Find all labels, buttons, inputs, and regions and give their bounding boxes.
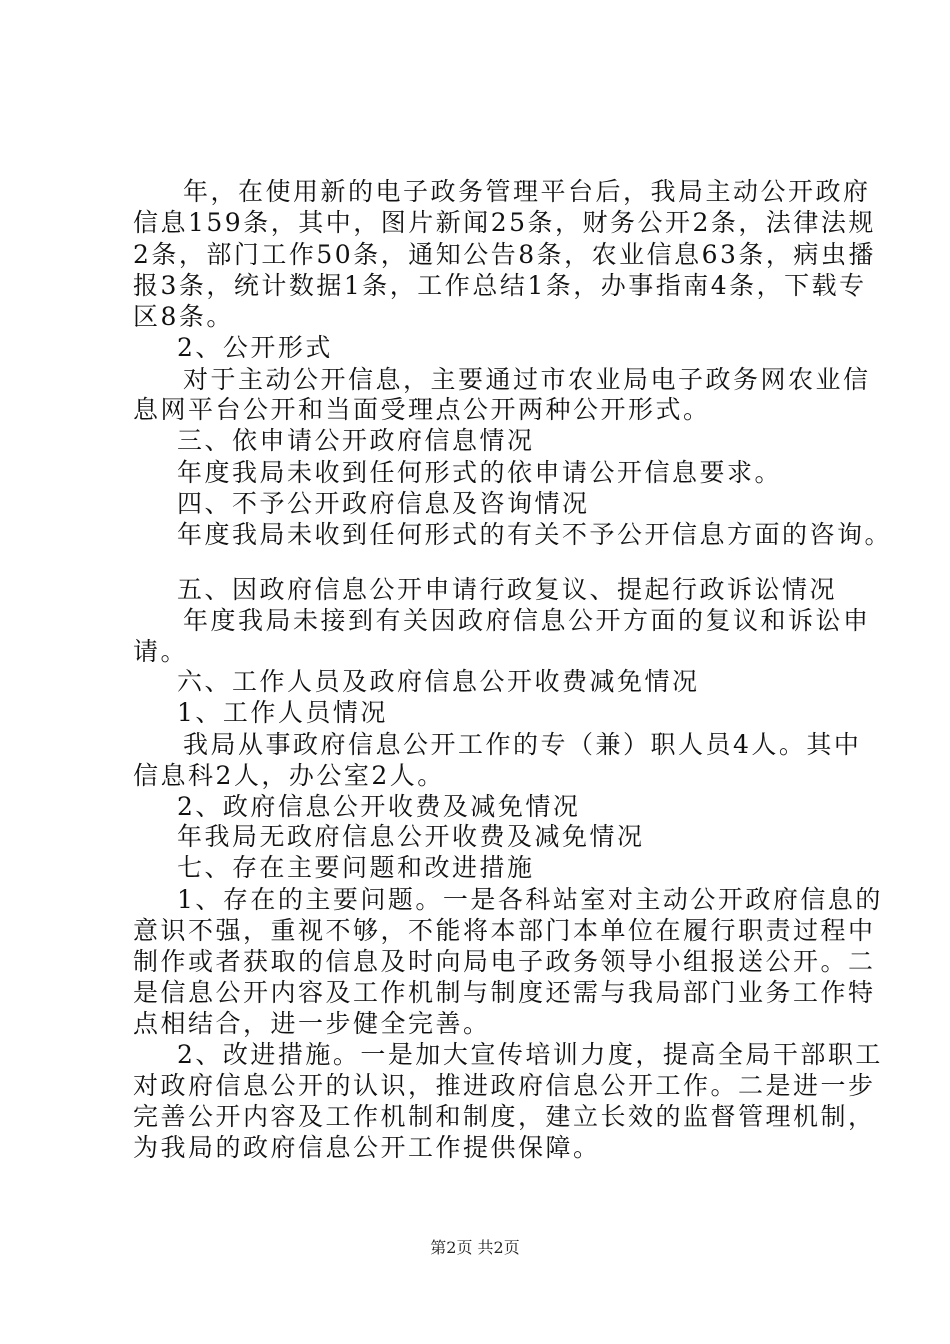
paragraph-line: 年度我局未收到任何形式的有关不予公开信息方面的咨询。 <box>177 520 893 549</box>
paragraph-line: 对政府信息公开的认识，推进政府信息公开工作。二是进一步 <box>133 1071 876 1100</box>
section-heading: 五、因政府信息公开申请行政复议、提起行政诉讼情况 <box>177 575 838 604</box>
section-heading: 2、政府信息公开收费及减免情况 <box>177 792 581 821</box>
paragraph-line: 完善公开内容及工作机制和制度，建立长效的监督管理机制， <box>133 1102 876 1131</box>
paragraph-line: 请。 <box>133 637 189 666</box>
paragraph-line: 息网平台公开和当面受理点公开两种公开形式。 <box>133 395 711 424</box>
section-heading: 2、公开形式 <box>177 333 333 362</box>
paragraph-line: 制作或者获取的信息及时向局电子政务领导小组报送公开。二 <box>133 947 876 976</box>
paragraph-line: 信息科2人，办公室2人。 <box>133 761 445 790</box>
paragraph-line: 年我局无政府信息公开收费及减免情况 <box>177 822 645 851</box>
paragraph-line: 年度我局未接到有关因政府信息公开方面的复议和诉讼申 <box>183 606 871 635</box>
paragraph-line: 报3条，统计数据1条，工作总结1条，办事指南4条，下载专 <box>133 271 867 300</box>
section-heading: 七、存在主要问题和改进措施 <box>177 853 535 882</box>
paragraph-line: 点相结合，进一步健全完善。 <box>133 1009 491 1038</box>
paragraph-line: 区8条。 <box>133 302 234 331</box>
paragraph-line: 年度我局未收到任何形式的依申请公开信息要求。 <box>177 458 783 487</box>
section-heading: 四、不予公开政府信息及咨询情况 <box>177 489 590 518</box>
section-heading: 1、工作人员情况 <box>177 698 388 727</box>
paragraph-line: 1、存在的主要问题。一是各科站室对主动公开政府信息的 <box>177 885 883 914</box>
page-number-footer: 第2页 共2页 <box>430 1238 520 1257</box>
paragraph-line: 2、改进措施。一是加大宣传培训力度，提高全局干部职工 <box>177 1040 883 1069</box>
paragraph-line: 我局从事政府信息公开工作的专（兼）职人员4人。其中 <box>183 730 862 759</box>
paragraph-line: 为我局的政府信息公开工作提供保障。 <box>133 1133 601 1162</box>
paragraph-line: 对于主动公开信息，主要通过市农业局电子政务网农业信 <box>183 365 871 394</box>
section-heading: 六、工作人员及政府信息公开收费减免情况 <box>177 667 700 696</box>
section-heading: 三、依申请公开政府信息情况 <box>177 426 535 455</box>
paragraph-line: 信息159条，其中，图片新闻25条，财务公开2条，法律法规 <box>133 208 876 237</box>
paragraph-line: 是信息公开内容及工作机制与制度还需与我局部门业务工作特 <box>133 978 876 1007</box>
paragraph-line: 年，在使用新的电子政务管理平台后，我局主动公开政府 <box>183 177 871 206</box>
paragraph-line: 意识不强，重视不够，不能将本部门本单位在履行职责过程中 <box>133 916 876 945</box>
paragraph-line: 2条，部门工作50条，通知公告8条，农业信息63条，病虫播 <box>133 240 876 269</box>
